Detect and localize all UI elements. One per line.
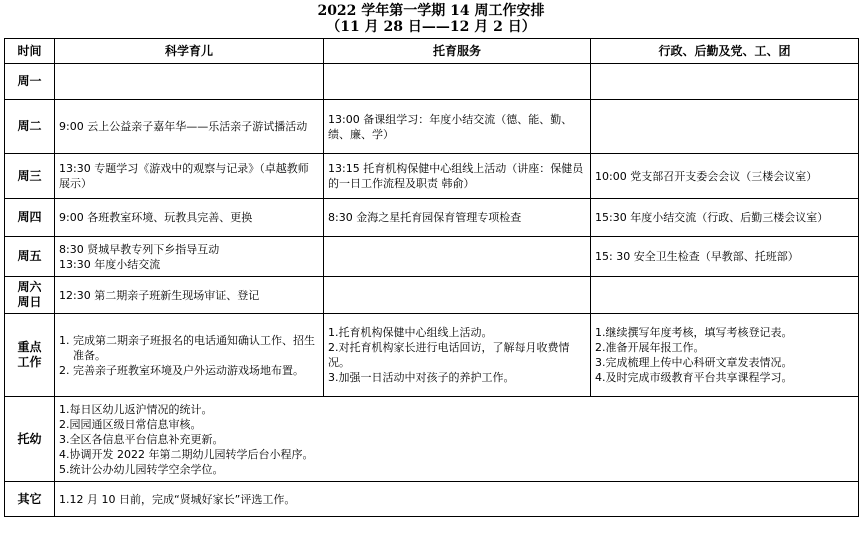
row-monday [5, 64, 859, 100]
key-work-science-item: 1. 完成第二期亲子班报名的电话通知确认工作、招生准备。 [59, 333, 315, 362]
cell-key-work-science [55, 314, 324, 397]
key-work-label-line-2: 工作 [17, 355, 42, 369]
key-work-label-line-1: 重点 [17, 340, 42, 354]
other-label: 其它 [5, 482, 55, 517]
cell-monday-admin [591, 64, 859, 100]
tuoyou-item: 2.园园通区级日常信息审核。 [59, 417, 202, 431]
cell-wednesday-admin: 10:00 党支部召开支委会会议（三楼会议室） [591, 154, 859, 199]
schedule-table [4, 38, 859, 517]
document-date-range: （11 月 28 日——12 月 2 日） [326, 19, 536, 35]
cell-thursday-childcare: 8:30 金海之星托育园保育管理专项检查 [324, 199, 591, 237]
day-label-tuesday: 周二 [5, 100, 55, 154]
cell-wednesday-childcare: 13:15 托育机构保健中心组线上活动（讲座：保健员的一日工作流程及职责 韩俞） [324, 154, 591, 199]
key-work-admin-item: 2.准备开展年报工作。 [595, 341, 705, 354]
key-work-label [5, 314, 55, 397]
friday-science-line-2: 13:30 年度小结交流 [59, 257, 161, 271]
row-other [5, 482, 859, 517]
cell-key-work-admin [591, 314, 859, 397]
key-work-childcare-item: 3.加强一日活动中对孩子的养护工作。 [328, 371, 515, 384]
header-row [5, 39, 859, 64]
cell-weekend-science: 12:30 第二期亲子班新生现场审证、登记 [55, 277, 324, 314]
cell-friday-science [55, 237, 324, 277]
cell-thursday-admin: 15:30 年度小结交流（行政、后勤三楼会议室） [591, 199, 859, 237]
day-label-wednesday: 周三 [5, 154, 55, 199]
row-weekend [5, 277, 859, 314]
row-friday [5, 237, 859, 277]
weekend-label-sunday: 周日 [17, 295, 42, 309]
day-label-monday: 周一 [5, 64, 55, 100]
cell-tuesday-childcare: 13:00 备课组学习：年度小结交流（德、能、勤、绩、廉、学） [324, 100, 591, 154]
day-label-thursday: 周四 [5, 199, 55, 237]
header-childcare: 托育服务 [324, 39, 591, 64]
key-work-childcare-item: 1.托育机构保健中心组线上活动。 [328, 326, 493, 339]
row-wednesday [5, 154, 859, 199]
cell-friday-childcare [324, 237, 591, 277]
day-label-friday: 周五 [5, 237, 55, 277]
cell-monday-science [55, 64, 324, 100]
cell-tuesday-admin [591, 100, 859, 154]
cell-tuesday-science: 9:00 云上公益亲子嘉年华——乐活亲子游试播活动 [55, 100, 324, 154]
key-work-admin-item: 4.及时完成市级教育平台共享课程学习。 [595, 371, 793, 384]
header-science: 科学育儿 [55, 39, 324, 64]
key-work-science-item: 2. 完善亲子班教室环境及户外运动游戏场地布置。 [59, 363, 304, 377]
key-work-childcare-item: 2.对托育机构家长进行电话回访，了解每月收费情况。 [328, 341, 570, 369]
cell-weekend-childcare [324, 277, 591, 314]
cell-key-work-childcare [324, 314, 591, 397]
tuoyou-label: 托幼 [5, 397, 55, 482]
tuoyou-item: 5.统计公办幼儿园转学空余学位。 [59, 462, 224, 476]
tuoyou-item: 4.协调开发 2022 年第二期幼儿园转学后台小程序。 [59, 447, 314, 461]
cell-monday-childcare [324, 64, 591, 100]
cell-wednesday-science: 13:30 专题学习《游戏中的观察与记录》（卓越教师展示） [55, 154, 324, 199]
header-time: 时间 [5, 39, 55, 64]
header-admin: 行政、后勤及党、工、团 [591, 39, 859, 64]
cell-friday-admin: 15: 30 安全卫生检查（早教部、托班部） [591, 237, 859, 277]
cell-thursday-science: 9:00 各班教室环境、玩教具完善、更换 [55, 199, 324, 237]
cell-other-content [55, 482, 859, 517]
row-thursday [5, 199, 859, 237]
row-key-work [5, 314, 859, 397]
friday-science-line-1: 8:30 贤城早教专列下乡指导互动 [59, 242, 220, 256]
tuoyou-item: 3.全区各信息平台信息补充更新。 [59, 432, 224, 446]
row-tuesday [5, 100, 859, 154]
key-work-admin-item: 1.继续撰写年度考核，填写考核登记表。 [595, 326, 793, 339]
weekend-label-saturday: 周六 [17, 280, 42, 294]
document-title: 2022 学年第一学期 14 周工作安排 [317, 3, 545, 19]
tuoyou-item: 1.每日区幼儿返沪情况的统计。 [59, 402, 213, 416]
key-work-admin-item: 3.完成梳理上传中心科研文章发表情况。 [595, 356, 793, 369]
day-label-weekend [5, 277, 55, 314]
row-tuoyou [5, 397, 859, 482]
cell-weekend-admin [591, 277, 859, 314]
other-item: 1.12 月 10 日前，完成“贤城好家长”评选工作。 [59, 492, 296, 506]
cell-tuoyou-content [55, 397, 859, 482]
